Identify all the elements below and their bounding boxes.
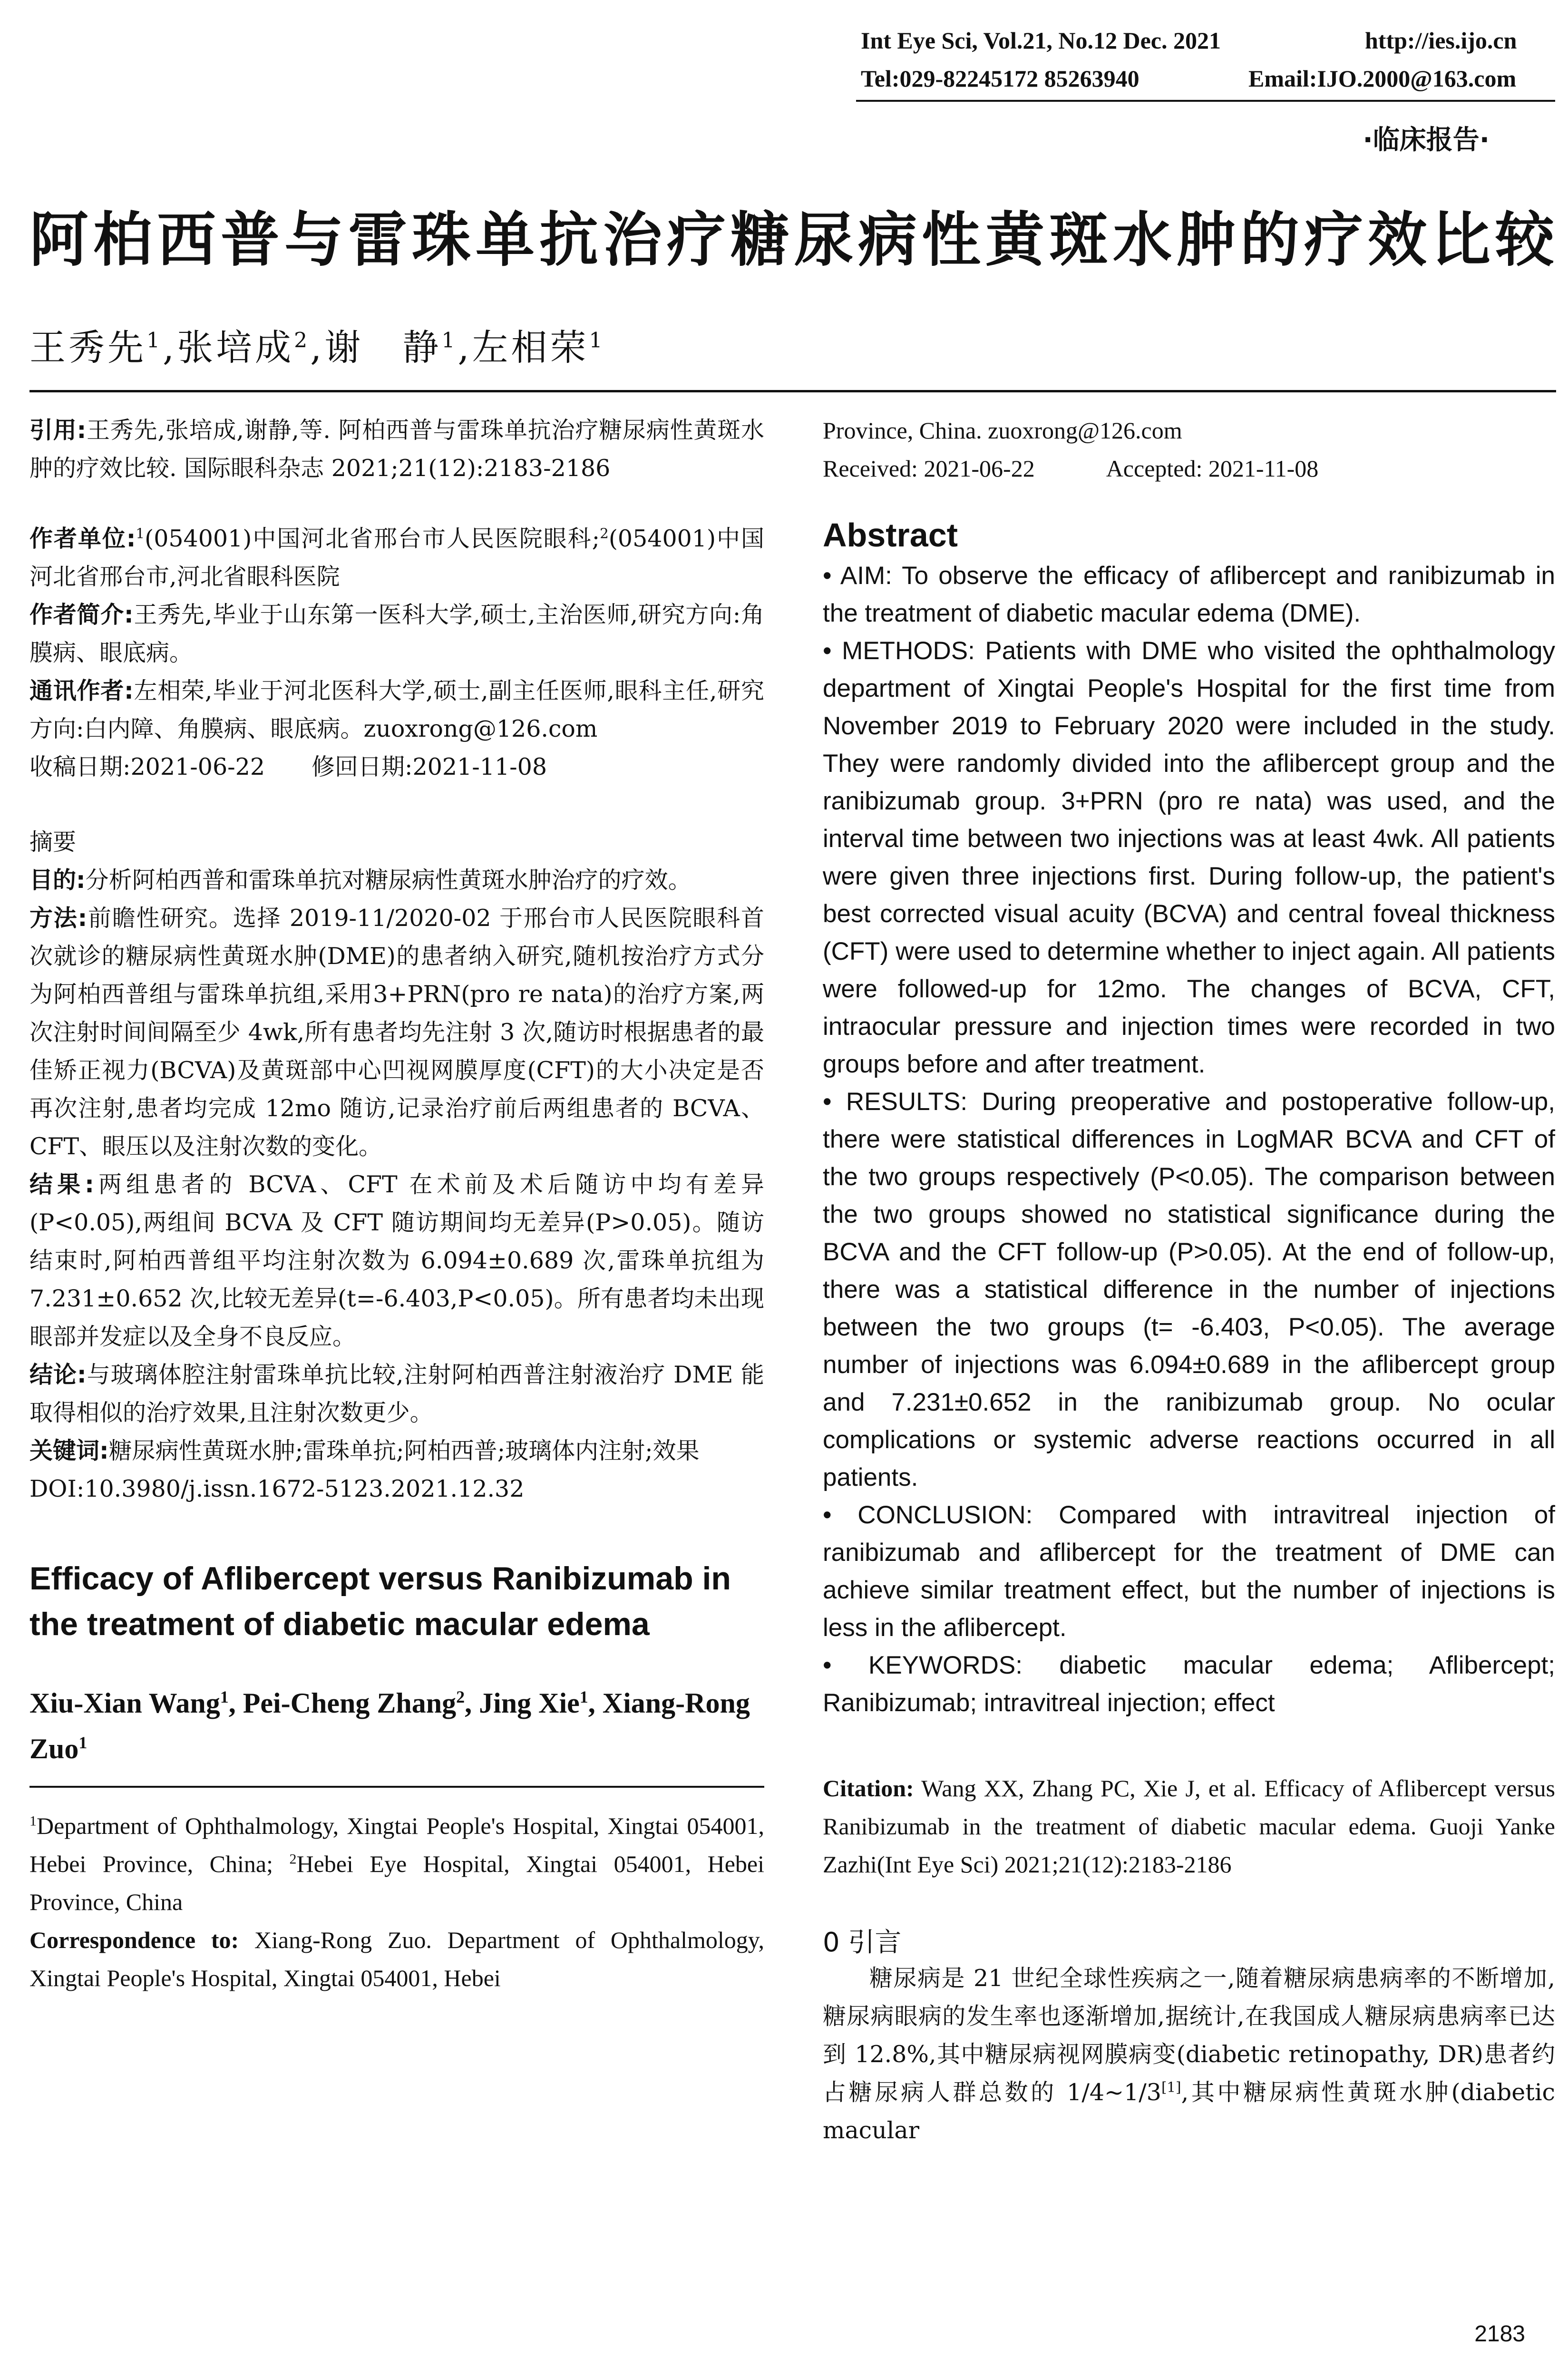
conclusion-label: 结论:: [29, 1361, 87, 1388]
authors-en: Xiu-Xian Wang$^1$, Pei-Cheng Zhang$^2$, Jing Xie$^1$, Xiang-Rong Zuo$^1$: [29, 1687, 750, 1764]
author-affil-mark: 1: [220, 1687, 229, 1706]
bio-label: 作者简介:: [29, 601, 134, 628]
corr-text: 左相荣,毕业于河北医科大学,硕士,副主任医师,眼科主任,研究方向:白内障、角膜病、眼底病。zuoxrong@126.com: [29, 677, 764, 742]
affiliation-cn: 作者单位:$^1$(054001)中国河北省邢台市人民医院眼科;$^2$(054001)中国河北省邢台市,河北省眼科医院: [29, 525, 764, 590]
corresponding-author: [29, 672, 764, 748]
affiliation-en: $^1$Department of Ophthalmology, Xingtai People's Hospital, Xingtai 054001, Hebei Province, China; $^2$Hebei Eye Hospital, Xingtai 054001, Hebei Province, China: [29, 1812, 764, 1915]
conclusion-text: 与玻璃体腔注射雷珠单抗比较,注射阿柏西普注射液治疗 DME 能取得相似的治疗效果,且注射次数更少。: [29, 1361, 764, 1426]
affiliation-en-2: Hebei Eye Hospital, Xingtai 054001, Hebei Province, China: [29, 1851, 764, 1915]
abstract-aim-en: • AIM: To observe the efficacy of aflibercept and ranibizumab in the treatment of diabetic macular edema (DME).: [823, 562, 1555, 627]
abstract-heading-cn: 摘要: [29, 828, 77, 856]
section-tag: ·临床报告·: [1363, 125, 1490, 156]
abstract-methods-cn: [29, 899, 764, 1166]
aim-label: 目的:: [29, 867, 86, 894]
abstract-keywords-en: • KEYWORDS: diabetic macular edema; Aflibercept; Ranibizumab; intravitreal injection; effect: [823, 1651, 1555, 1717]
left-column: [29, 411, 764, 1997]
affiliation-label: 作者单位:: [29, 525, 136, 552]
keywords-cn: [29, 1432, 764, 1470]
affiliation-en-1: Department of Ophthalmology, Xingtai People's Hospital, Xingtai 054001, Hebei Province, China;: [29, 1812, 764, 1877]
title-rule: [29, 390, 1556, 392]
intro-reference[interactable]: [1]: [1161, 2079, 1181, 2095]
intro-paragraph: [823, 1959, 1555, 2150]
author-name-en: Xiu-Xian Wang: [29, 1687, 220, 1719]
author-affil-mark: 1: [146, 328, 163, 353]
bio-text: 王秀先,毕业于山东第一医科大学,硕士,主治医师,研究方向:角膜病、眼底病。: [29, 601, 764, 666]
author-name-en: Jing Xie: [479, 1687, 580, 1719]
affiliation-1: (054001)中国河北省邢台市人民医院眼科;: [145, 525, 600, 552]
citation-text: 王秀先,张培成,谢静,等. 阿柏西普与雷珠单抗治疗糖尿病性黄斑水肿的疗效比较. 国际眼科杂志 2021;21(12):2183-2186: [29, 417, 764, 482]
aim-text: 分析阿柏西普和雷珠单抗对糖尿病性黄斑水肿治疗的疗效。: [85, 867, 691, 894]
methods-text: 前瞻性研究。选择 2019-11/2020-02 于邢台市人民医院眼科首次就诊的糖尿病性黄斑水肿(DME)的患者纳入研究,随机按治疗方式分为阿柏西普组与雷珠单抗组,采用3+PRN(pro re nata)的治疗方案,两次注射时间间隔至少 4wk,所有患者均先注射 3 次,随访时根据患者的最佳矫正视力(BCVA)及黄斑部中心凹视网膜厚度(CFT)的大小决定是否再次注射,患者均完成 12mo 随访,记录治疗前后两组患者的 BCVA、CFT、眼压以及注射次数的变化。: [29, 905, 764, 1160]
author-name: 左相荣: [472, 326, 589, 369]
abstract-aim-cn: [29, 861, 764, 899]
author-affil-mark: 1: [441, 328, 458, 353]
author-affil-mark: 2: [456, 1687, 465, 1706]
journal-url[interactable]: http://ies.ijo.cn: [1365, 27, 1517, 54]
received-accepted: [823, 449, 1555, 487]
abstract-conclusion-cn: [29, 1356, 764, 1432]
citation-label: 引用:: [29, 417, 87, 444]
methods-label: 方法:: [29, 905, 88, 932]
author-affil-mark: 1: [589, 328, 605, 353]
citation-en-label: Citation:: [823, 1775, 914, 1802]
author-affil-mark: 1: [579, 1687, 588, 1706]
author-name-en: Pei-Cheng Zhang: [243, 1687, 457, 1719]
abstract-results-cn: [29, 1166, 764, 1356]
journal-email[interactable]: Email:IJO.2000@163.com: [1248, 65, 1517, 92]
author-name: 王秀先: [29, 326, 146, 369]
abstract-methods-en: • METHODS: Patients with DME who visited the ophthalmology department of Xingtai People's Hospital for the first time from November 2019 to February 2020 were included in the study. They were randomly divided into the aflibercept group and the ranibizumab group. 3+PRN (pro re nata) was used, and the interval time between two injections was at least 4wk. All patients were given three injections first. During follow-up, the patient's best corrected visual acuity (BCVA) and central foveal thickness (CFT) were used to determine whether to inject again. All patients were followed-up for 12mo. The changes of BCVA, CFT, intraocular pressure and injection times were recorded in two groups before and after treatment.: [823, 637, 1555, 1078]
intro-text: 糖尿病是 21 世纪全球性疾病之一,随着糖尿病患病率的不断增加,糖尿病眼病的发生率也逐渐增加,据统计,在我国成人糖尿病患病率已达到 12.8%,其中糖尿病视网膜病变(diabetic retinopathy, DR)患者约占糖尿病人群总数的 1/4~1/3: [823, 1965, 1555, 2106]
results-text: 两组患者的 BCVA、CFT 在术前及术后随访中均有差异(P<0.05),两组间 BCVA 及 CFT 随访期间均无差异(P>0.05)。随访结束时,阿柏西普组平均注射次数为 6.094±0.689 次,雷珠单抗组为 7.231±0.652 次,比较无差异(t=-6.403,P<0.05)。所有患者均未出现眼部并发症以及全身不良反应。: [29, 1171, 764, 1350]
authors-cn: 王秀先$^1$,张培成$^2$,谢 静$^1$,左相荣$^1$: [29, 326, 605, 369]
doi[interactable]: DOI:10.3980/j.issn.1672-5123.2021.12.32: [29, 1475, 525, 1502]
citation-en-text: Wang XX, Zhang PC, Xie J, et al. Efficacy of Aflibercept versus Ranibizumab in the treatment of diabetic macular edema. Guoji Yanke Zazhi(Int Eye Sci) 2021;21(12):2183-2186: [823, 1775, 1555, 1878]
journal-tel: Tel:029-82245172 85263940: [861, 65, 1139, 92]
results-label: 结果:: [29, 1171, 94, 1198]
citation-en: [823, 1769, 1555, 1883]
author-name: 谢 静: [324, 326, 442, 369]
received-date: Received: 2021-06-22: [823, 455, 1035, 482]
accepted-date: Accepted: 2021-11-08: [1106, 455, 1319, 482]
paper-title-cn: 阿柏西普与雷珠单抗治疗糖尿病性黄斑水肿的疗效比较: [29, 206, 1559, 274]
abstract-heading-en: Abstract: [823, 516, 958, 554]
keywords-text: 糖尿病性黄斑水肿;雷珠单抗;阿柏西普;玻璃体内注射;效果: [108, 1437, 700, 1464]
correspondence-en-cont: Province, China. zuoxrong@126.com: [823, 417, 1182, 444]
paper-title-en: Efficacy of Aflibercept versus Ranibizumab in the treatment of diabetic macular edema: [29, 1560, 731, 1642]
right-column: [823, 411, 1555, 2150]
dates-cn: 收稿日期:2021-06-22 修回日期:2021-11-08: [29, 753, 547, 780]
journal-line: Int Eye Sci, Vol.21, No.12 Dec. 2021: [861, 27, 1221, 54]
intro-heading: 0 引言: [823, 1927, 902, 1958]
correspondence-en: [29, 1921, 764, 1997]
author-name-en: Xiang-Rong Zuo: [29, 1687, 750, 1764]
header-rule: [856, 100, 1555, 102]
correspondence-text: Xiang-Rong Zuo. Department of Ophthalmology, Xingtai People's Hospital, Xingtai 054001, Hebei: [29, 1927, 765, 1991]
intro-text-tail: ,其中糖尿病性黄斑水肿(diabetic macular: [823, 2079, 1555, 2144]
author-name: 张培成: [177, 326, 294, 369]
keywords-label: 关键词:: [29, 1437, 109, 1464]
abstract-results-en: • RESULTS: During preoperative and postoperative follow-up, there were statistical differences in LogMAR BCVA and CFT of the two groups respectively (P<0.05). The comparison between the two groups showed no statistical significance during the BCVA and the CFT follow-up (P>0.05). At the end of follow-up, there was a statistical difference in the number of injections between the two groups (t= -6.403, P<0.05). The average number of injections was 6.094±0.689 in the aflibercept group and 7.231±0.652 in the ranibizumab group. No ocular complications or systemic adverse reactions occurred in all patients.: [823, 1088, 1555, 1491]
abstract-conclusion-en: • CONCLUSION: Compared with intravitreal injection of ranibizumab and aflibercept for the treatment of DME can achieve similar treatment effect, but the number of injections is less in the aflibercept.: [823, 1501, 1555, 1642]
correspondence-label: Correspondence to:: [29, 1927, 239, 1953]
page-number: 2183: [1474, 2321, 1525, 2347]
author-rule: [29, 1772, 764, 1788]
author-affil-mark: 2: [294, 328, 311, 353]
corr-label: 通讯作者:: [29, 677, 134, 704]
affiliation-2: (054001)中国河北省邢台市,河北省眼科医院: [29, 525, 764, 590]
author-affil-mark: 1: [78, 1733, 88, 1752]
citation-cn: [29, 411, 764, 487]
author-bio: [29, 596, 764, 672]
